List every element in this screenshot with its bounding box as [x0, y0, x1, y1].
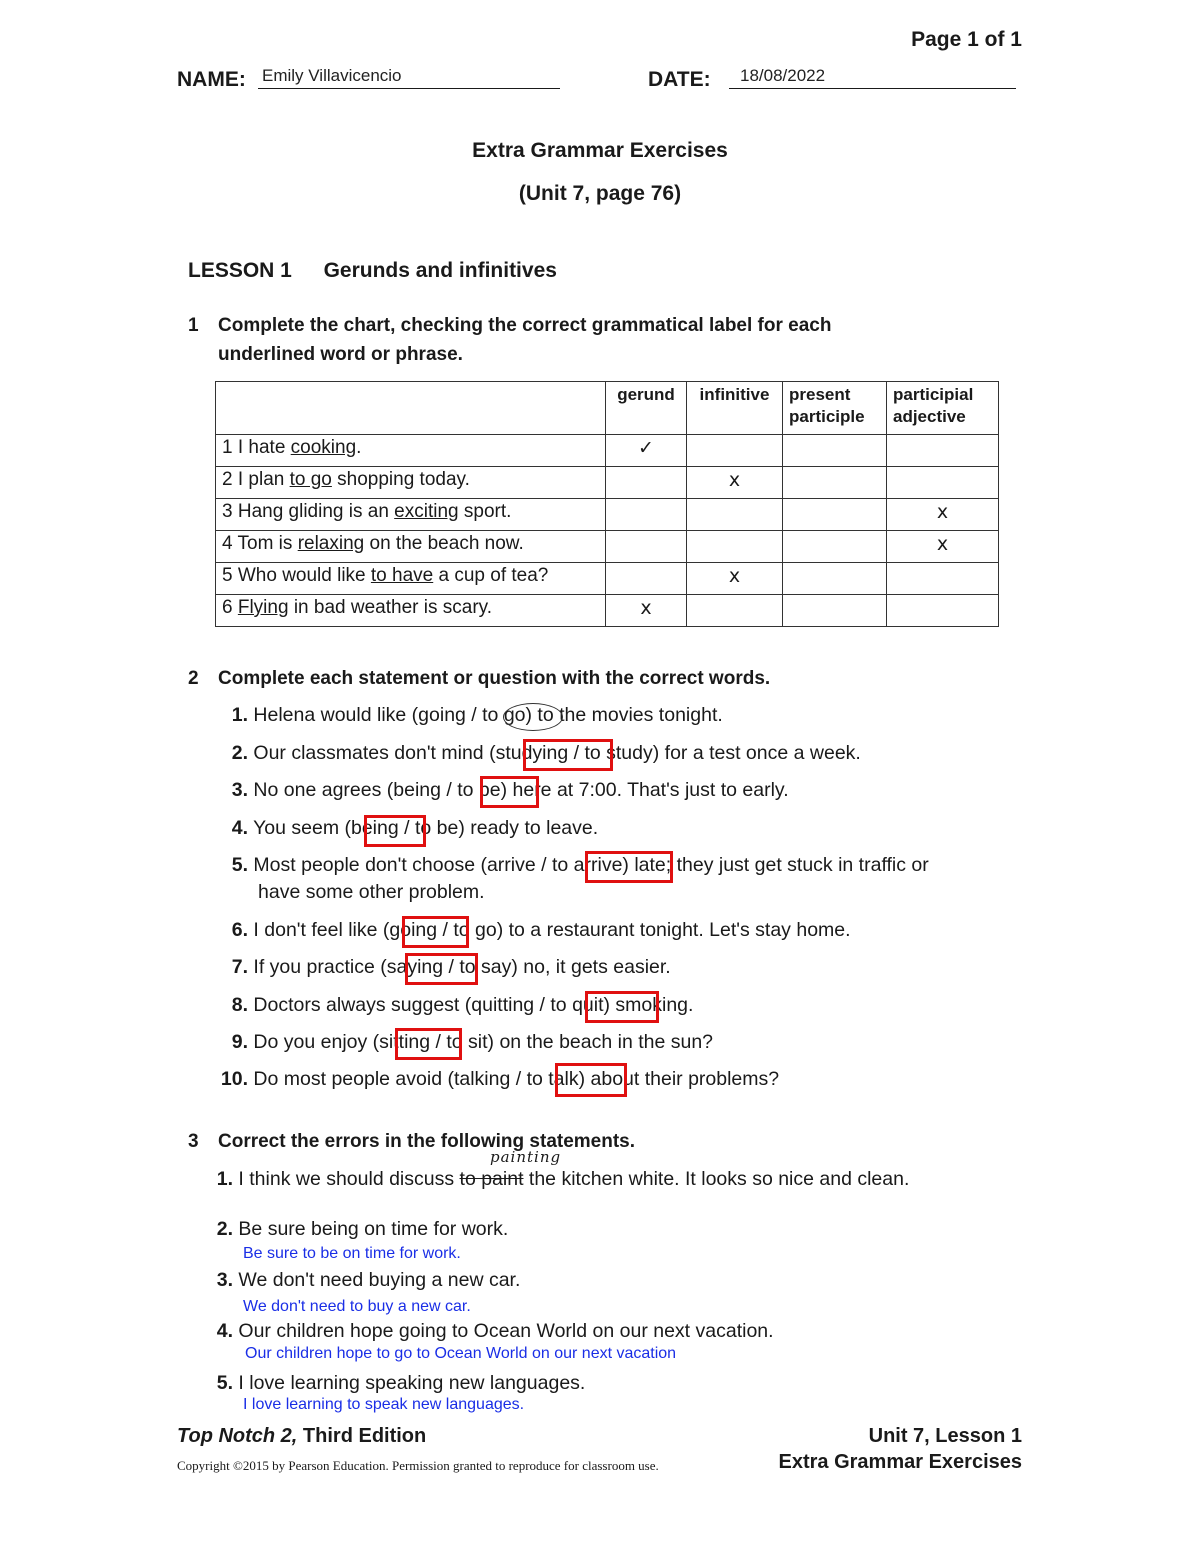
underlined-phrase: to have [370, 565, 434, 586]
answer-highlight-box [405, 953, 478, 985]
chart-row [216, 563, 999, 595]
date-field[interactable]: 18/08/2022 [740, 66, 826, 85]
exercise-1-instruction-line2: underlined word or phrase. [218, 344, 463, 365]
exercise-2-item: 8. Doctors always suggest (quitting / to quit) smoking. [231, 994, 694, 1016]
check-cell-infinitive[interactable] [687, 499, 783, 531]
footer-unit: Unit 7, Lesson 1 [868, 1425, 1022, 1447]
exercise-1-instruction-line1: Complete the chart, checking the correct grammatical label for each [218, 315, 832, 336]
check-cell-gerund[interactable]: x [606, 595, 687, 627]
exercise-2-instruction: Complete each statement or question with the correct words. [218, 668, 771, 689]
exercise-2-item: 4. You seem (being / to be) ready to leave. [231, 817, 599, 839]
chart-row [216, 499, 999, 531]
exercise-3-number: 3 [188, 1131, 199, 1152]
exercise-3-item: 2. Be sure being on time for work. [216, 1218, 509, 1240]
exercise-3-instruction: Correct the errors in the following statements. [218, 1131, 636, 1152]
check-cell-infinitive[interactable] [687, 435, 783, 467]
typed-answer[interactable]: I love learning to speak new languages. [243, 1396, 525, 1413]
check-cell-participial-adjective[interactable] [887, 595, 999, 627]
answer-highlight-box [402, 916, 469, 948]
check-cell-infinitive[interactable]: x [687, 467, 783, 499]
chart-header-participial-adjective: participial adjective [887, 382, 999, 435]
page-number: Page 1 of 1 [911, 28, 1022, 51]
footer-copyright: Copyright ©2015 by Pearson Education. Permission granted to reproduce for classroom use. [177, 1458, 659, 1473]
chart-sentence: 5 Who would like to have a cup of tea? [216, 563, 606, 595]
check-cell-present-participle[interactable] [783, 435, 887, 467]
name-label: NAME: [177, 68, 246, 91]
check-cell-gerund[interactable] [606, 563, 687, 595]
date-line [729, 88, 1016, 89]
check-cell-present-participle[interactable] [783, 595, 887, 627]
footer-series: Extra Grammar Exercises [778, 1451, 1022, 1473]
typed-answer[interactable]: Be sure to be on time for work. [243, 1245, 461, 1262]
chart-row [216, 531, 999, 563]
check-cell-infinitive[interactable] [687, 595, 783, 627]
answer-highlight-box [523, 739, 613, 771]
typed-answer[interactable]: Our children hope to go to Ocean World on our next vacation [245, 1345, 677, 1362]
check-cell-present-participle[interactable] [783, 563, 887, 595]
check-cell-infinitive[interactable]: x [687, 563, 783, 595]
chart-sentence: 2 I plan to go shopping today. [216, 467, 606, 499]
handwritten-correction: painting [490, 1148, 562, 1166]
chart-sentence: 4 Tom is relaxing on the beach now. [216, 531, 606, 563]
exercise-3-item: 1. I think we should discuss to paint the kitchen white. It looks so nice and clean. [216, 1168, 910, 1190]
exercise-2-item-continued: have some other problem. [258, 881, 485, 903]
exercise-2-item: 3. No one agrees (being / to be) here at 7:00. That's just to early. [231, 779, 789, 801]
check-cell-participial-adjective[interactable]: x [887, 499, 999, 531]
lesson-topic: Gerunds and infinitives [323, 259, 557, 282]
exercise-2-item: 9. Do you enjoy (sitting / to sit) on the beach in the sun? [231, 1031, 714, 1053]
exercise-2-item: 6. I don't feel like (going / to go) to a restaurant tonight. Let's stay home. [231, 919, 851, 941]
answer-highlight-box [480, 776, 539, 808]
chart-sentence: 1 I hate cooking. [216, 435, 606, 467]
check-cell-participial-adjective[interactable] [887, 563, 999, 595]
exercise-2-item: 10. Do most people avoid (talking / to talk) about their problems? [220, 1068, 780, 1090]
check-cell-present-participle[interactable] [783, 531, 887, 563]
struck-phrase: to paint [459, 1168, 524, 1190]
answer-highlight-box [585, 991, 659, 1023]
date-label: DATE: [648, 68, 711, 91]
check-cell-participial-adjective[interactable] [887, 467, 999, 499]
chart-row [216, 595, 999, 627]
chart-header-blank [216, 382, 606, 435]
chart-header-gerund: gerund [606, 382, 687, 435]
check-cell-gerund[interactable] [606, 531, 687, 563]
chart-header-row [216, 382, 999, 435]
underlined-phrase: cooking [290, 437, 357, 458]
exercise-2-item: 1. Helena would like (going / to go) to the movies tonight. [231, 704, 723, 726]
exercise-2-item: 2. Our classmates don't mind (studying / to study) for a test once a week. [231, 742, 861, 764]
exercise-3-item: 5. I love learning speaking new languages. [216, 1372, 586, 1394]
answer-highlight-box [555, 1063, 627, 1097]
underlined-phrase: to go [289, 469, 332, 490]
footer-book-title: Top Notch 2, Third Edition [177, 1425, 427, 1447]
check-cell-present-participle[interactable] [783, 467, 887, 499]
grammar-chart [215, 381, 999, 627]
check-cell-gerund[interactable]: ✓ [606, 435, 687, 467]
exercise-1-number: 1 [188, 315, 199, 336]
exercise-2-item: 7. If you practice (saying / to say) no, it gets easier. [231, 956, 671, 978]
chart-sentence: 6 Flying in bad weather is scary. [216, 595, 606, 627]
underlined-phrase: Flying [237, 597, 289, 618]
check-cell-gerund[interactable] [606, 467, 687, 499]
answer-highlight-box [395, 1028, 462, 1060]
chart-row [216, 435, 999, 467]
exercise-3-item: 3. We don't need buying a new car. [216, 1269, 521, 1291]
check-cell-infinitive[interactable] [687, 531, 783, 563]
name-field[interactable]: Emily Villavicencio [262, 66, 402, 85]
answer-highlight-box [585, 851, 673, 883]
name-line [258, 88, 560, 89]
answer-circle [503, 703, 563, 731]
check-cell-present-participle[interactable] [783, 499, 887, 531]
chart-row [216, 467, 999, 499]
chart-sentence: 3 Hang gliding is an exciting sport. [216, 499, 606, 531]
answer-highlight-box [364, 815, 426, 847]
check-cell-participial-adjective[interactable]: x [887, 531, 999, 563]
check-cell-participial-adjective[interactable] [887, 435, 999, 467]
lesson-number: LESSON 1 [188, 259, 292, 282]
page-subtitle: (Unit 7, page 76) [518, 182, 682, 205]
chart-header-present-participle: present participle [783, 382, 887, 435]
lesson-heading [188, 259, 557, 283]
page-title: Extra Grammar Exercises [472, 139, 728, 162]
underlined-phrase: relaxing [297, 533, 365, 554]
typed-answer[interactable]: We don't need to buy a new car. [243, 1298, 471, 1315]
chart-header-infinitive: infinitive [687, 382, 783, 435]
exercise-2-number: 2 [188, 668, 199, 689]
underlined-phrase: exciting [394, 501, 459, 522]
check-cell-gerund[interactable] [606, 499, 687, 531]
exercise-2-item: 5. Most people don't choose (arrive / to arrive) late; they just get stuck in traffic or [231, 854, 929, 876]
exercise-3-item: 4. Our children hope going to Ocean World on our next vacation. [216, 1320, 774, 1342]
